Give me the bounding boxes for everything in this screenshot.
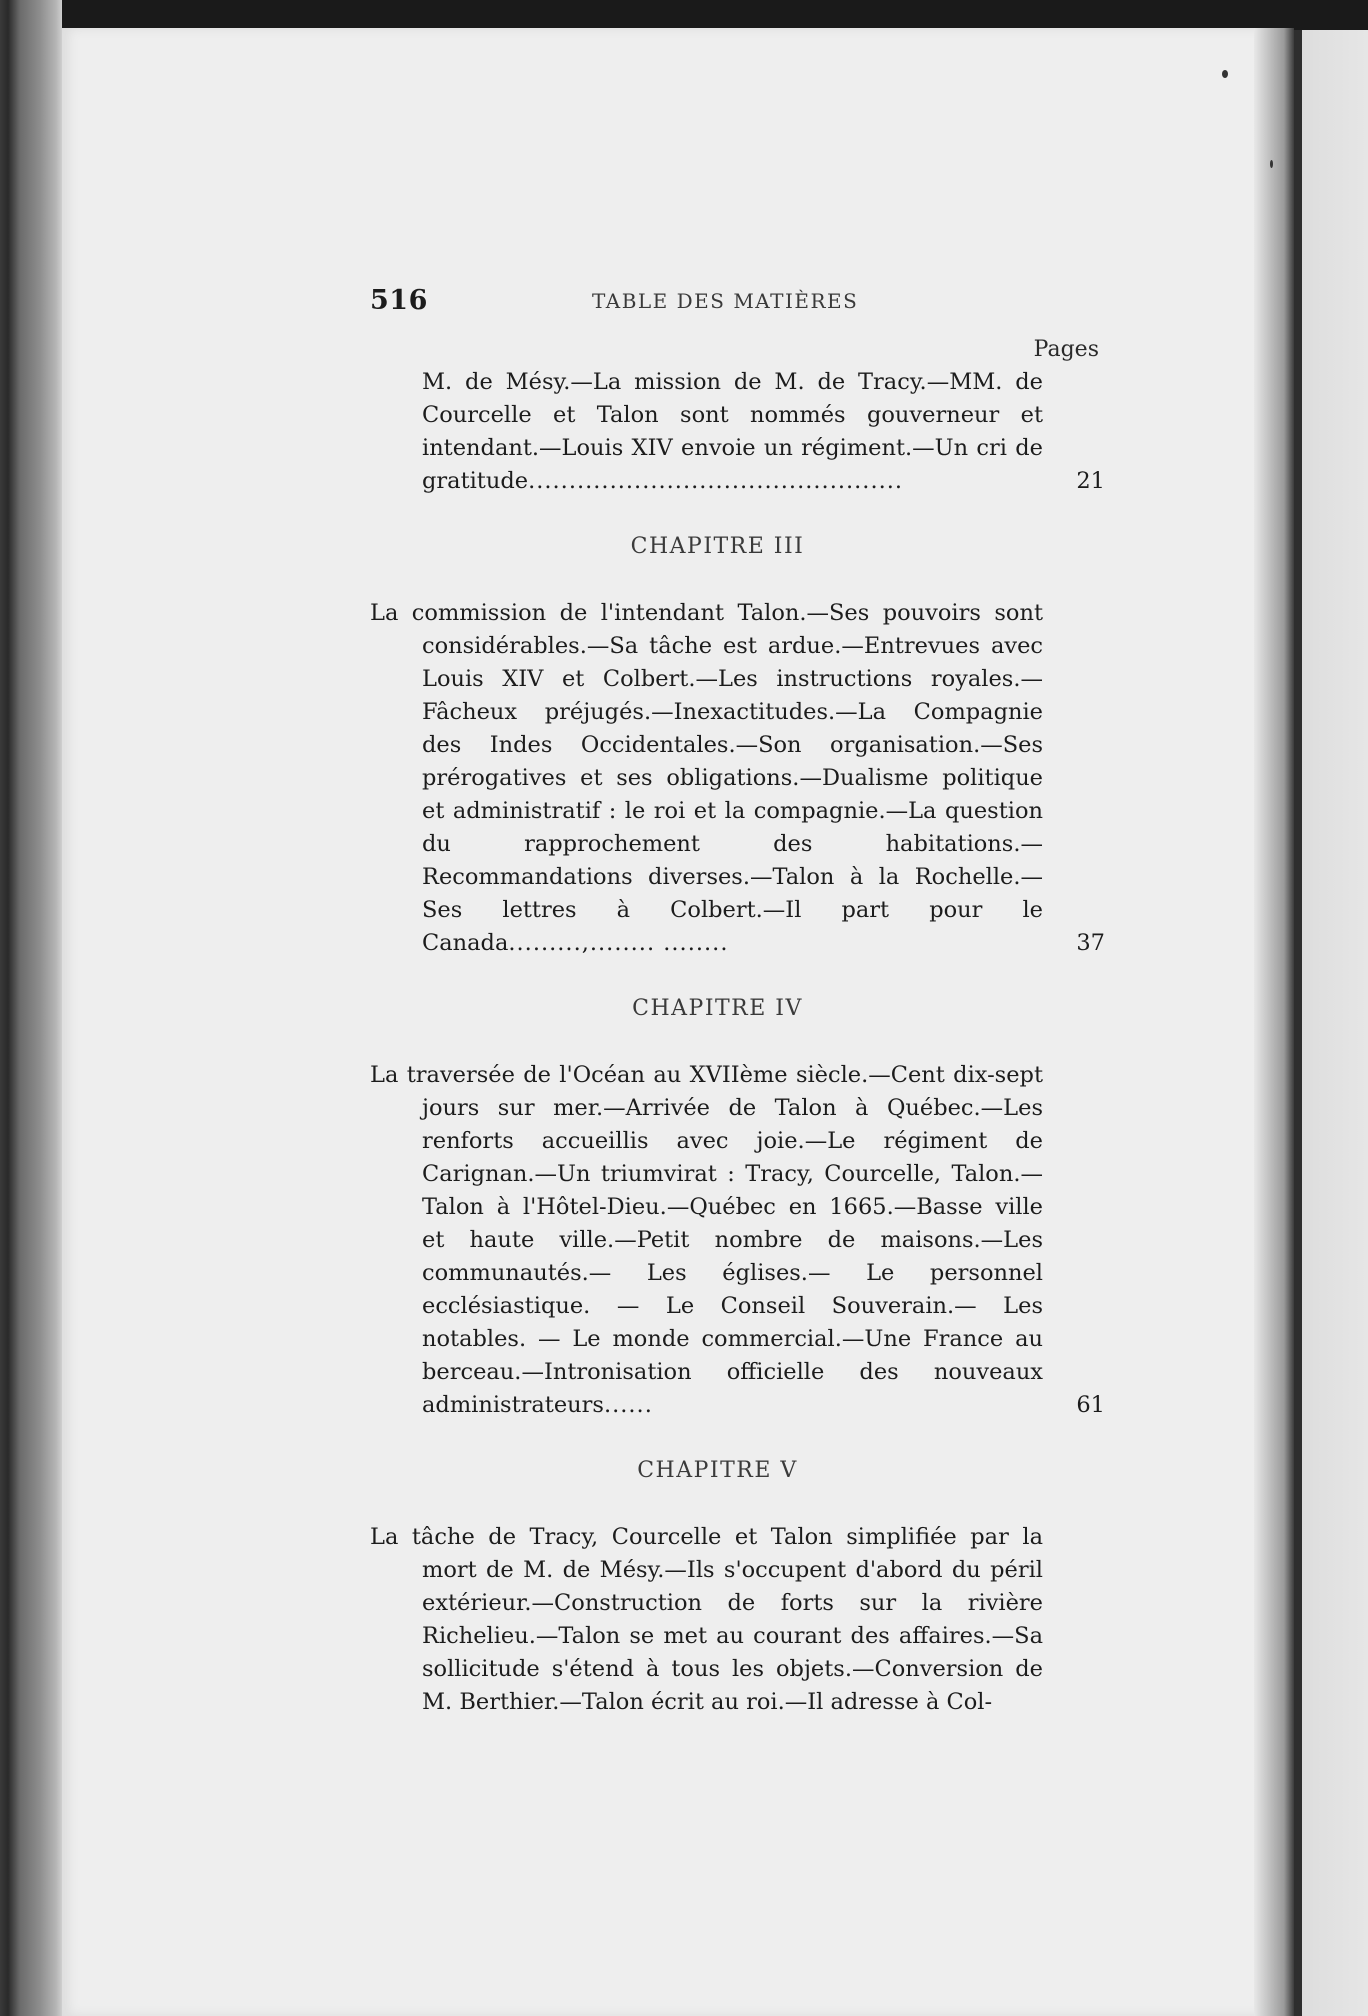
dot-leader: .........,........ ........ [508, 930, 729, 956]
dust-speck [1222, 70, 1228, 78]
entry-page-number: 61 [1076, 1392, 1105, 1418]
scan-top-border [0, 0, 1368, 30]
page-gutter-shadow [1294, 30, 1302, 2016]
entry-text: La traversée de l'Océan au XVIIème siècle.—Cent dix-sept jours sur mer.—Arrivée de Talon à Québec.—Les renforts accueillis avec joie.—Le régiment de Carignan.—Un triumvirat : Tracy, Courcelle, Talon.—Talon à l'Hôtel-Dieu.—Québec en 1665.—Basse ville et haute ville.—Petit nombre de maisons.—Les communautés.— Les églises.— Le personnel ecclésiastique. — Le Conseil Souverain.— Les notables. — Le monde commercial.—Une France au berceau.—Intronisation officielle des nouveaux administrateurs [370, 1062, 1043, 1418]
running-title: TABLE DES MATIÈRES [592, 289, 859, 313]
entry-page-number: 21 [1076, 468, 1105, 494]
dust-speck [1270, 160, 1273, 168]
entry-page-number: 37 [1076, 930, 1105, 956]
toc-entry [370, 1521, 1105, 1719]
next-page-sliver [1294, 30, 1368, 2016]
toc-entry [370, 597, 1105, 960]
toc-entry [370, 366, 1105, 498]
entry-text: M. de Mésy.—La mission de M. de Tracy.—MM. de Courcelle et Talon sont nommés gouverneur et intendant.—Louis XIV envoie un régiment.—Un cri de gratitude [422, 369, 1043, 494]
table-of-contents [370, 285, 1105, 1719]
entry-text: La tâche de Tracy, Courcelle et Talon simplifiée par la mort de M. de Mésy.—Ils s'occupent d'abord du péril extérieur.—Construction de forts sur la rivière Richelieu.—Talon se met au courant des affaires.—Sa sollicitude s'étend à tous les objets.—Conversion de M. Berthier.—Talon écrit au roi.—Il adresse à Col- [370, 1524, 1043, 1715]
dot-leader: .............................................. [528, 468, 904, 494]
book-spine-edge [0, 0, 62, 2016]
pages-column-label: Pages [1033, 337, 1099, 362]
page-header [370, 285, 1105, 325]
page-right-edge [1254, 28, 1294, 2016]
entry-text: La commission de l'intendant Talon.—Ses pouvoirs sont considérables.—Sa tâche est ardue.—Entrevues avec Louis XIV et Colbert.—Les instructions royales.—Fâcheux préjugés.—Inexactitudes.—La Compagnie des Indes Occidentales.—Son organisation.—Ses prérogatives et ses obligations.—Dualisme politique et administratif : le roi et la compagnie.—La question du rapprochement des habitations.—Recommandations diverses.—Talon à la Rochelle.—Ses lettres à Colbert.—Il part pour le Canada [370, 600, 1043, 956]
chapter-heading: CHAPITRE IV [632, 996, 803, 1021]
chapter-heading: CHAPITRE V [637, 1458, 798, 1483]
chapter-heading: CHAPITRE III [630, 534, 805, 559]
toc-entry [370, 1059, 1105, 1422]
dot-leader: ...... [603, 1392, 653, 1418]
page-number: 516 [370, 285, 428, 316]
